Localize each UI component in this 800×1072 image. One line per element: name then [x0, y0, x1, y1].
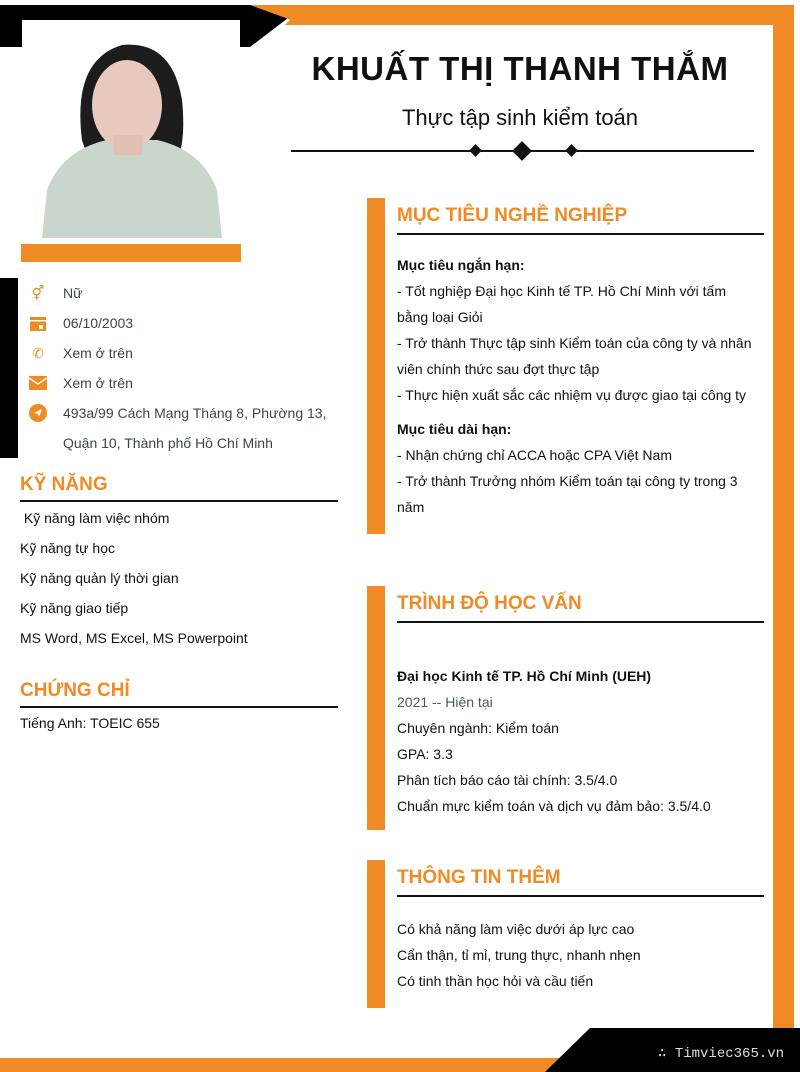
- education-line: GPA: 3.3: [397, 746, 453, 762]
- job-title: Thực tập sinh kiểm toán: [401, 105, 639, 130]
- contact-address: [28, 398, 326, 458]
- extra-line: Có tinh thần học hỏi và cầu tiến: [397, 973, 594, 989]
- contact-birthdate: [28, 308, 133, 338]
- contact-gender: [28, 278, 82, 308]
- education-line: Chuẩn mực kiểm toán và dịch vụ đảm bảo: 3.5/4.0: [397, 798, 711, 814]
- short-term-label: Mục tiêu ngắn hạn:: [397, 257, 525, 273]
- skill-item: Kỹ năng quản lý thời gian: [20, 570, 179, 586]
- extra-content: [397, 916, 757, 994]
- address-line-2: Quận 10, Thành phố Hồ Chí Minh: [63, 435, 273, 451]
- short-term-item: - Trở thành Thực tập sinh Kiểm toán của công ty và nhân viên chính thức sau đợt thực tập: [397, 335, 752, 377]
- skill-item: Kỹ năng tự học: [20, 540, 115, 556]
- photo-accent-bar: [21, 244, 241, 262]
- long-term-item: - Nhận chứng chỉ ACCA hoặc CPA Việt Nam: [397, 447, 672, 463]
- section-accent-bar: [367, 860, 385, 1008]
- skill-item: MS Word, MS Excel, MS Powerpoint: [20, 630, 248, 646]
- email-icon: [28, 373, 48, 393]
- left-black-strip: [0, 278, 18, 458]
- top-orange-wedge: [250, 5, 305, 25]
- education-line: Phân tích báo cáo tài chính: 3.5/4.0: [397, 772, 618, 788]
- gender-text: Nữ: [63, 285, 83, 301]
- long-term-label: Mục tiêu dài hạn:: [397, 421, 512, 437]
- short-term-item: - Tốt nghiệp Đại học Kinh tế TP. Hồ Chí Minh với tấm bằng loại Giỏi: [397, 283, 727, 325]
- education-content: [397, 663, 757, 819]
- email-text: Xem ở trên: [63, 375, 133, 391]
- short-term-item: - Thực hiện xuất sắc các nhiệm vụ được giao tại công ty: [397, 387, 747, 403]
- education-heading: TRÌNH ĐỘ HỌC VẤN: [397, 593, 764, 623]
- education-period: 2021 -- Hiện tại: [397, 694, 493, 710]
- education-line: Chuyên ngành: Kiểm toán: [397, 720, 559, 736]
- school-name: Đại học Kinh tế TP. Hồ Chí Minh (UEH): [397, 668, 652, 684]
- long-term-item: - Trở thành Trưởng nhóm Kiểm toán tại công ty trong 3 năm: [397, 473, 738, 515]
- gender-icon: ⚥: [31, 284, 45, 301]
- extra-line: Có khả năng làm việc dưới áp lực cao: [397, 921, 635, 937]
- contact-email: [28, 368, 133, 398]
- location-icon: [28, 403, 48, 423]
- birthdate-text: 06/10/2003: [63, 315, 134, 331]
- certificate-item: Tiếng Anh: TOEIC 655: [20, 715, 160, 731]
- objective-heading: MỤC TIÊU NGHỀ NGHIỆP: [397, 205, 764, 235]
- divider-diamond: [512, 141, 532, 161]
- skill-item: Kỹ năng làm việc nhóm: [20, 510, 170, 526]
- certificates-heading: CHỨNG CHỈ: [20, 680, 338, 708]
- address-line-1: 493a/99 Cách Mạng Tháng 8, Phường 13,: [63, 405, 327, 421]
- profile-photo: [22, 20, 240, 238]
- watermark: ∴ Timviec365.vn: [658, 1046, 785, 1062]
- phone-text: Xem ở trên: [63, 345, 133, 361]
- right-orange-band: [773, 5, 794, 1035]
- divider-diamond: [469, 144, 482, 157]
- contact-phone: [28, 338, 133, 368]
- extra-heading: THÔNG TIN THÊM: [397, 867, 764, 897]
- candidate-name: KHUẤT THỊ THANH THẮM: [311, 50, 729, 87]
- section-accent-bar: [367, 586, 385, 830]
- skill-item: Kỹ năng giao tiếp: [20, 600, 129, 616]
- top-orange-band: [250, 5, 794, 25]
- divider-diamond: [565, 144, 578, 157]
- phone-icon: ✆: [32, 344, 44, 361]
- section-accent-bar: [367, 198, 385, 534]
- calendar-icon: [28, 313, 48, 333]
- skills-heading: KỸ NĂNG: [20, 474, 338, 502]
- bottom-orange-band: [0, 1058, 570, 1072]
- extra-line: Cẩn thận, tỉ mỉ, trung thực, nhanh nhẹn: [397, 947, 641, 963]
- objective-content: [397, 252, 757, 520]
